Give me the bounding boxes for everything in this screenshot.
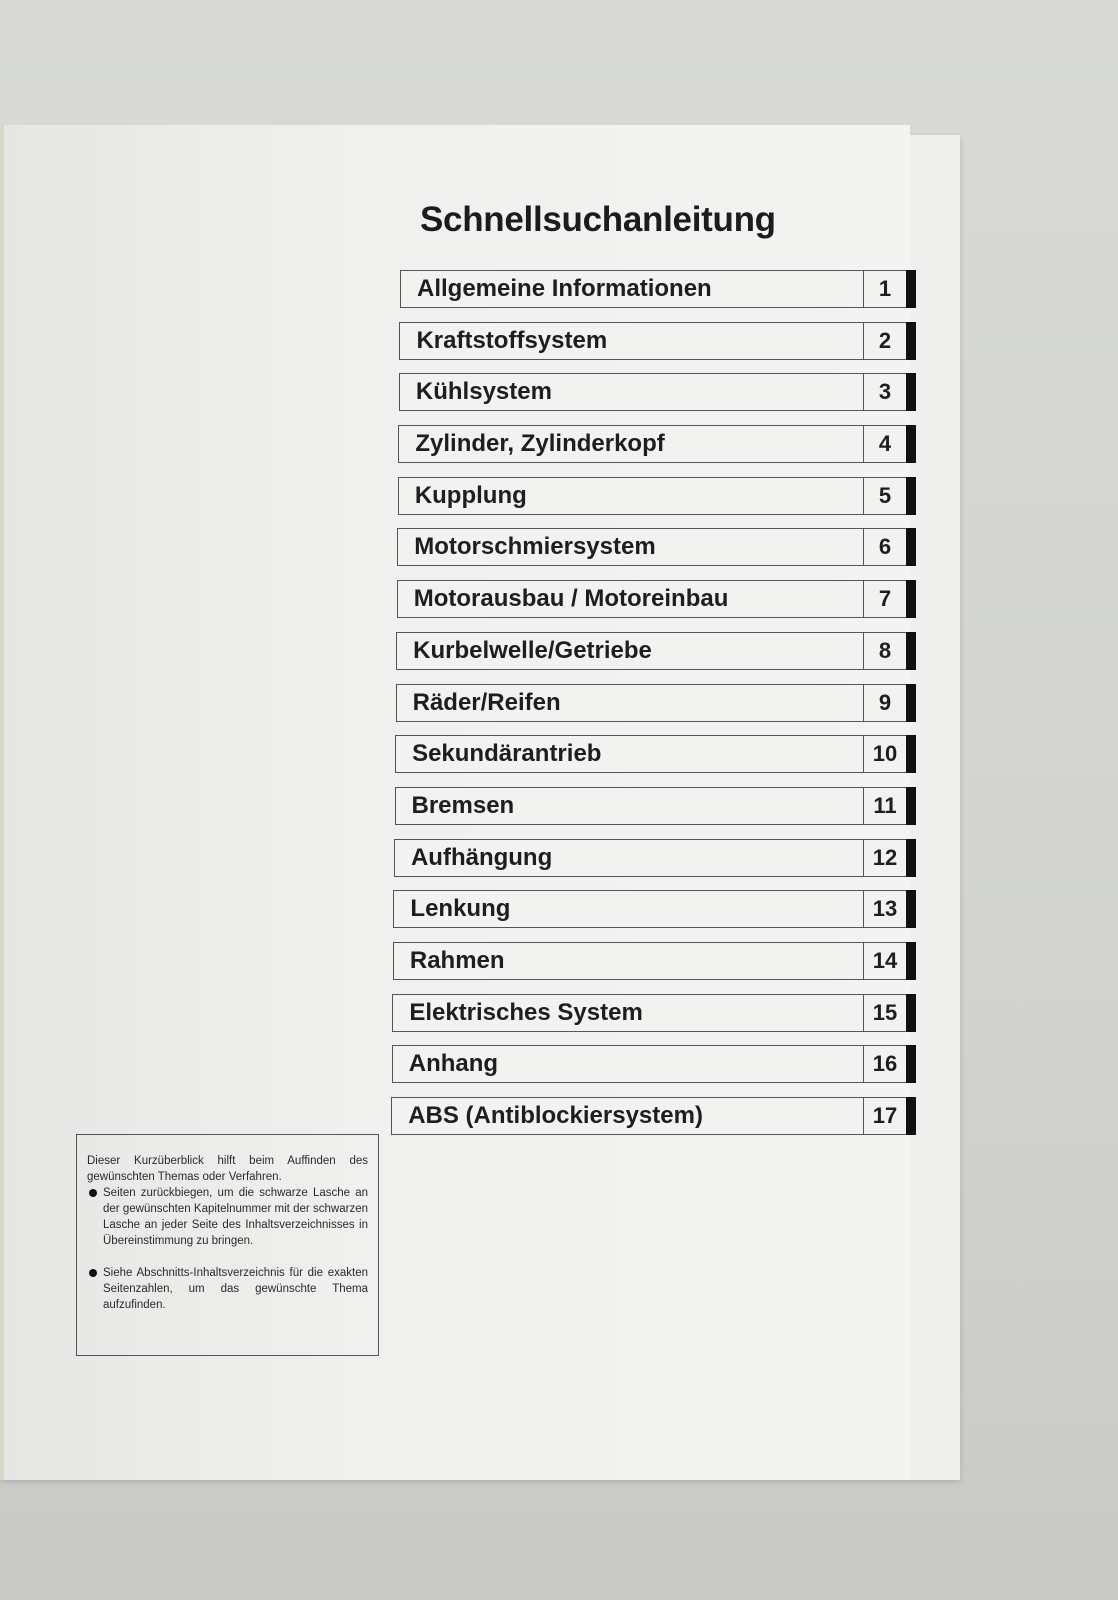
toc-entry-number: 15 (863, 995, 906, 1031)
black-tab-marker (906, 425, 916, 463)
black-tab-marker (906, 839, 916, 877)
toc-entry-label: Rahmen (409, 946, 505, 974)
toc-entry[interactable] (394, 839, 915, 877)
note-item (87, 1265, 368, 1313)
black-tab-marker (906, 528, 916, 566)
toc-entry[interactable] (399, 322, 915, 360)
toc-entry-number: 4 (863, 426, 906, 462)
toc-entry-number: 17 (863, 1098, 906, 1134)
toc-entry-label: Sekundärantrieb (412, 740, 602, 768)
toc-entry-label: Motorschmiersystem (414, 533, 656, 561)
toc-entry[interactable] (392, 994, 915, 1032)
toc-entry-number: 6 (863, 529, 906, 565)
toc-entry-label: Kühlsystem (415, 378, 552, 406)
bullet-icon (89, 1269, 97, 1277)
toc-entry-label: Lenkung (410, 895, 511, 923)
note-intro: Dieser Kurzüberblick hilft beim Auffinden des gewünschten Themas oder Verfahren. (87, 1155, 368, 1183)
toc-entry-label: Zylinder, Zylinderkopf (415, 430, 665, 458)
black-tab-marker (906, 373, 916, 411)
black-tab-marker (906, 632, 916, 670)
toc-entry-label: Elektrisches System (409, 998, 643, 1026)
toc-entry-number: 12 (863, 840, 906, 876)
toc-entry[interactable] (396, 632, 915, 670)
toc-entry[interactable] (391, 1097, 915, 1135)
toc-entry[interactable] (392, 1045, 915, 1083)
toc-entry-number: 11 (863, 788, 906, 824)
toc-entry[interactable] (395, 735, 915, 773)
toc-entry-number: 10 (863, 736, 906, 772)
black-tab-marker (906, 1097, 916, 1135)
page-title: Schnellsuchanleitung (420, 200, 776, 239)
toc-entry-label: Kraftstoffsystem (416, 326, 608, 354)
toc-entry[interactable] (400, 270, 915, 308)
toc-list (400, 270, 915, 1149)
toc-entry[interactable] (399, 373, 915, 411)
toc-entry[interactable] (398, 477, 915, 515)
black-tab-marker (906, 477, 916, 515)
black-tab-marker (906, 580, 916, 618)
black-tab-marker (906, 994, 916, 1032)
toc-entry[interactable] (395, 787, 916, 825)
toc-entry-label: Anhang (408, 1050, 499, 1078)
black-tab-marker (906, 322, 916, 360)
note-item-text: Siehe Abschnitts-Inhaltsverzeichnis für die exakten Seitenzahlen, um das gewünschte Thema aufzufinden. (103, 1267, 368, 1311)
black-tab-marker (906, 942, 916, 980)
note-item (87, 1185, 368, 1249)
black-tab-marker (906, 890, 916, 928)
toc-entry-number: 1 (863, 271, 906, 307)
toc-entry-label: Aufhängung (410, 843, 553, 871)
toc-entry-label: Motorausbau / Motoreinbau (413, 585, 729, 613)
black-tab-marker (906, 270, 916, 308)
toc-entry-number: 2 (863, 323, 906, 359)
toc-entry-number: 5 (863, 478, 906, 514)
toc-entry-number: 14 (863, 943, 906, 979)
toc-entry-label: Räder/Reifen (412, 688, 561, 716)
toc-entry-number: 8 (863, 633, 906, 669)
toc-entry-label: Kupplung (414, 481, 527, 509)
toc-entry[interactable] (393, 942, 915, 980)
toc-entry-number: 3 (863, 374, 906, 410)
toc-entry[interactable] (398, 425, 915, 463)
note-item-text: Seiten zurückbiegen, um die schwarze Lasche an der gewünschten Kapitelnummer mit der schwarzen Lasche an jeder Seite des Inhaltsverzeichnisses in Übereinstimmung zu bringen. (103, 1187, 368, 1247)
toc-entry-number: 7 (863, 581, 906, 617)
toc-entry[interactable] (397, 580, 915, 618)
black-tab-marker (906, 1045, 916, 1083)
black-tab-marker (906, 684, 916, 722)
toc-entry-label: Allgemeine Informationen (417, 275, 712, 302)
toc-entry[interactable] (393, 890, 915, 928)
toc-entry-label: Kurbelwelle/Getriebe (413, 636, 652, 664)
toc-entry-number: 16 (863, 1046, 906, 1082)
toc-entry-label: Bremsen (411, 791, 515, 819)
toc-entry[interactable] (396, 684, 915, 722)
black-tab-marker (906, 735, 916, 773)
toc-entry-number: 9 (863, 685, 906, 721)
toc-entry-number: 13 (863, 891, 906, 927)
toc-entry[interactable] (397, 528, 915, 566)
bullet-icon (89, 1189, 97, 1197)
note-box (76, 1134, 379, 1356)
toc-entry-label: ABS (Antiblockiersystem) (408, 1102, 703, 1129)
black-tab-marker (906, 787, 916, 825)
